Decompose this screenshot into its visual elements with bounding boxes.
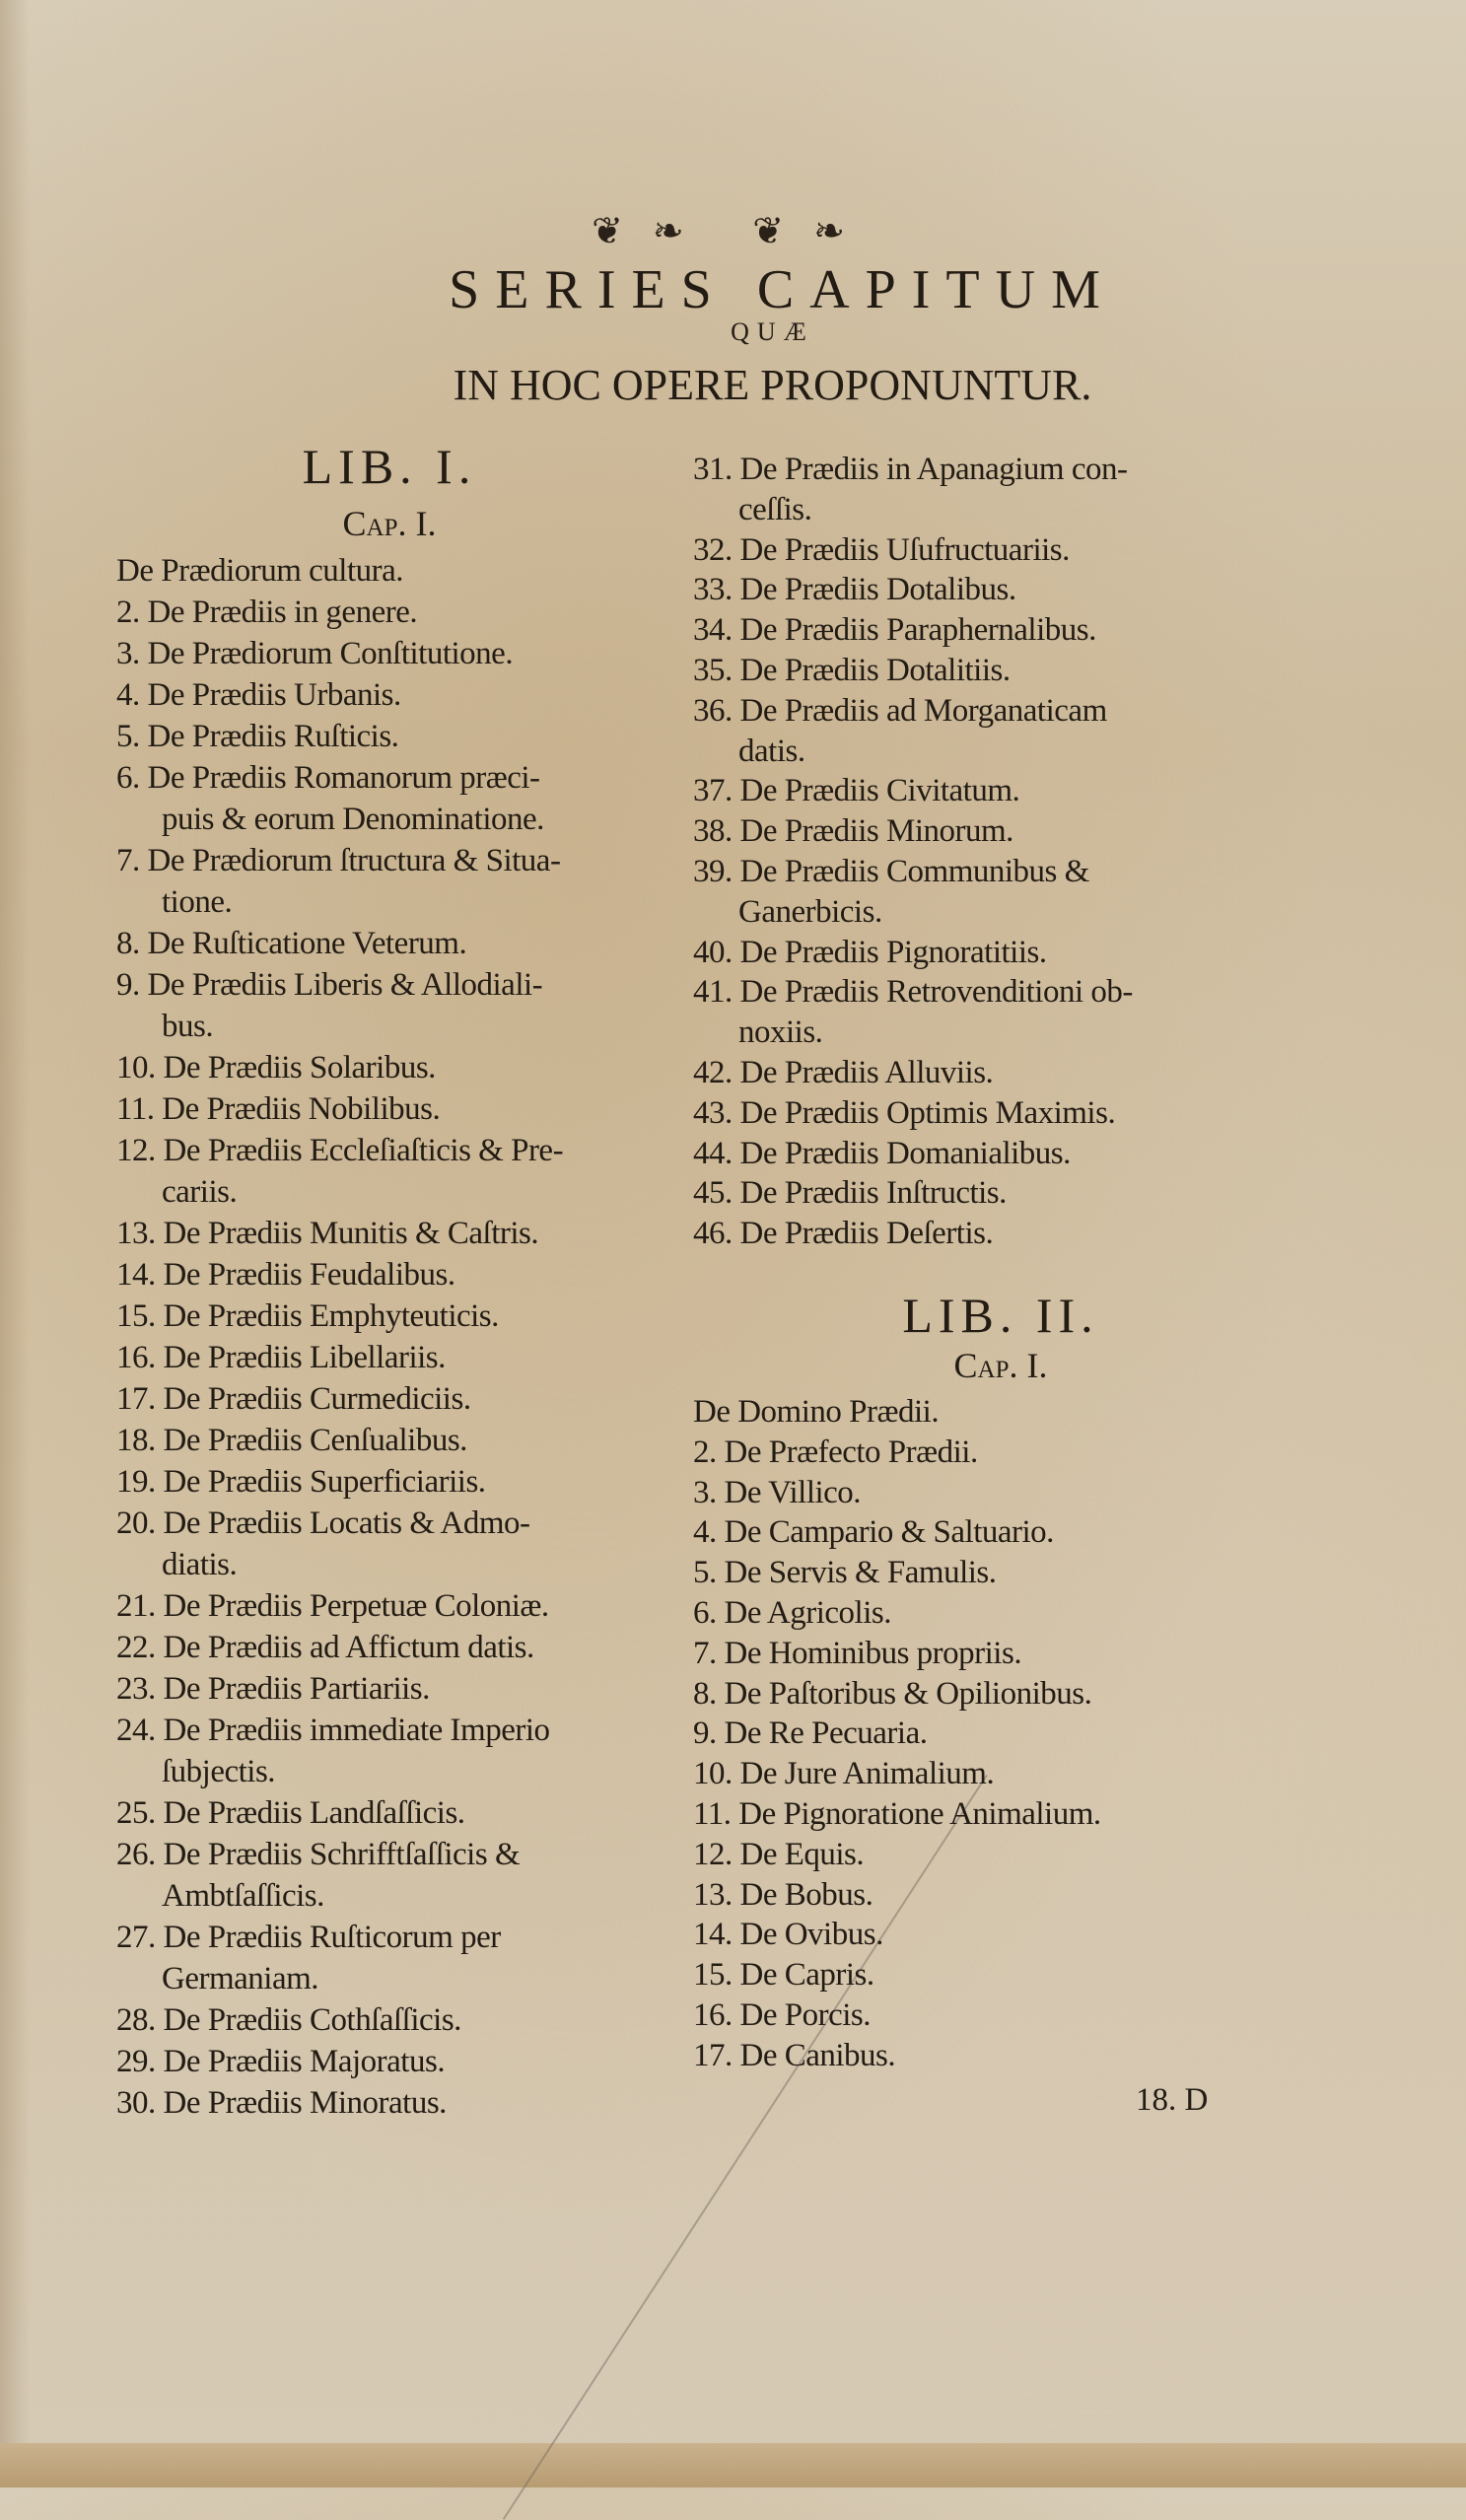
chapter-entry: 6. De Agricolis. <box>693 1594 891 1631</box>
chapter-entry: 12. De Prædiis Eccleſiaſticis & Pre- <box>116 1133 564 1168</box>
chapter-entry: 6. De Prædiis Romanorum præci- <box>116 760 540 796</box>
chapter-entry: 41. De Prædiis Retrovenditioni ob- <box>693 974 1133 1011</box>
chapter-entry: 12. De Equis. <box>693 1836 865 1872</box>
chapter-entry: 35. De Prædiis Dotalitiis. <box>693 652 1011 688</box>
chapter-entry-continuation: cariis. <box>162 1174 238 1210</box>
chapter-entry: 40. De Prædiis Pignoratitiis. <box>693 934 1047 970</box>
chapter-entry: De Prædiorum cultura. <box>116 553 404 589</box>
chapter-entry: 13. De Bobus. <box>693 1876 873 1913</box>
catchword: 18. D <box>1136 2082 1209 2118</box>
page-subtitle: IN HOC OPERE PROPONUNTUR. <box>453 361 1092 409</box>
chapter-entry: 21. De Prædiis Perpetuæ Coloniæ. <box>116 1588 549 1624</box>
chapter-entry: 10. De Prædiis Solaribus. <box>116 1050 436 1085</box>
chapter-entry: 25. De Prædiis Landſaſſicis. <box>116 1795 465 1831</box>
lib2-heading: LIB. II. <box>902 1288 1099 1343</box>
chapter-entry: 15. De Prædiis Emphyteuticis. <box>116 1298 499 1334</box>
chapter-entry: 15. De Capris. <box>693 1957 874 1994</box>
chapter-entry: 26. De Prædiis Schrifftſaſſicis & <box>116 1837 521 1872</box>
chapter-entry: 24. De Prædiis immediate Imperio <box>116 1713 550 1748</box>
chapter-entry: 8. De Paſtoribus & Opilionibus. <box>693 1675 1092 1712</box>
chapter-entry: 37. De Prædiis Civitatum. <box>693 773 1020 809</box>
chapter-entry: 4. De Prædiis Urbanis. <box>116 677 401 713</box>
chapter-entry: 28. De Prædiis Cothſaſſicis. <box>116 2002 461 2038</box>
chapter-entry: 44. De Prædiis Domanialibus. <box>693 1135 1071 1171</box>
chapter-entry: 14. De Prædiis Feudalibus. <box>116 1257 455 1293</box>
chapter-entry: 32. De Prædiis Uſufructuariis. <box>693 531 1070 568</box>
chapter-entry: 45. De Prædiis Inſtructis. <box>693 1175 1007 1212</box>
lib1-cap-heading: Cap. I. <box>342 504 437 543</box>
chapter-entry: 17. De Canibus. <box>693 2037 896 2073</box>
lib2-chapter-list <box>693 1392 1101 2076</box>
chapter-entry-continuation: tione. <box>162 884 233 920</box>
chapter-entry: 27. De Prædiis Ruſticorum per <box>116 1920 501 1955</box>
chapter-entry: 9. De Prædiis Liberis & Allodiali- <box>116 967 543 1003</box>
chapter-entry-continuation: Ambtſaſſicis. <box>162 1878 324 1914</box>
chapter-entry-continuation: Germaniam. <box>162 1961 319 1996</box>
chapter-entry: 38. De Prædiis Minorum. <box>693 813 1013 850</box>
chapter-entry: 17. De Prædiis Curmediciis. <box>116 1381 471 1417</box>
chapter-entry: 34. De Prædiis Paraphernalibus. <box>693 612 1096 649</box>
chapter-entry: 39. De Prædiis Communibus & <box>693 853 1089 889</box>
chapter-entry: 20. De Prædiis Locatis & Admo- <box>116 1505 530 1541</box>
chapter-entry: 5. De Prædiis Ruſticis. <box>116 719 399 754</box>
chapter-entry: 43. De Prædiis Optimis Maximis. <box>693 1094 1116 1131</box>
chapter-entry: 4. De Campario & Saltuario. <box>693 1514 1054 1551</box>
chapter-entry: 3. De Villico. <box>693 1474 862 1510</box>
chapter-entry-continuation: Ganerbicis. <box>738 893 882 930</box>
chapter-entry: 7. De Hominibus propriis. <box>693 1635 1022 1671</box>
ornament-icon: ❦❧ ❦❧ <box>592 211 874 252</box>
chapter-entry: 23. De Prædiis Partiariis. <box>116 1671 430 1707</box>
chapter-entry: 8. De Ruſticatione Veterum. <box>116 926 467 961</box>
chapter-entry-continuation: datis. <box>738 733 805 769</box>
chapter-entry: 2. De Præfecto Prædii. <box>693 1434 978 1470</box>
chapter-entry: 19. De Prædiis Superficiariis. <box>116 1464 486 1500</box>
chapter-entry: 42. De Prædiis Alluviis. <box>693 1054 994 1090</box>
chapter-entry: 46. De Prædiis Deſertis. <box>693 1216 994 1252</box>
page-bottom-edge <box>0 2443 1466 2487</box>
chapter-entry: 3. De Prædiorum Conſtitutione. <box>116 636 514 671</box>
chapter-entry: 13. De Prædiis Munitis & Caſtris. <box>116 1216 539 1251</box>
lib1-heading: LIB. I. <box>302 439 477 494</box>
page-edge-shadow <box>0 0 30 2487</box>
chapter-entry: 7. De Prædiorum ſtructura & Situa- <box>116 843 561 878</box>
chapter-entry-continuation: noxiis. <box>738 1015 823 1051</box>
chapter-entry: 36. De Prædiis ad Morganaticam <box>693 692 1107 729</box>
page-title: SERIES CAPITUM <box>449 259 1116 320</box>
chapter-entry-continuation: puis & eorum Denominatione. <box>162 802 544 837</box>
chapter-entry-continuation: ceſſis. <box>738 491 812 527</box>
chapter-entry: 29. De Prædiis Majoratus. <box>116 2044 446 2079</box>
chapter-entry: De Domino Prædii. <box>693 1394 940 1430</box>
chapter-entry-continuation: diatis. <box>162 1547 238 1582</box>
chapter-entry: 33. De Prædiis Dotalibus. <box>693 572 1016 608</box>
chapter-entry: 11. De Prædiis Nobilibus. <box>116 1091 441 1127</box>
chapter-entry: 18. De Prædiis Cenſualibus. <box>116 1423 467 1458</box>
chapter-entry: 11. De Pignoratione Animalium. <box>693 1795 1101 1832</box>
chapter-entry: 10. De Jure Animalium. <box>693 1756 995 1792</box>
lib1-chapter-list-continued <box>693 450 1133 1254</box>
chapter-entry: 9. De Re Pecuaria. <box>693 1715 928 1752</box>
chapter-entry-continuation: bus. <box>162 1009 214 1044</box>
chapter-entry: 16. De Prædiis Libellariis. <box>116 1340 446 1375</box>
lib1-chapter-list <box>116 550 563 2124</box>
chapter-entry: 5. De Servis & Famulis. <box>693 1555 997 1591</box>
title-connector: QUÆ <box>731 317 814 346</box>
chapter-entry: 2. De Prædiis in genere. <box>116 595 418 630</box>
chapter-entry: 14. De Ovibus. <box>693 1917 883 1953</box>
chapter-entry: 22. De Prædiis ad Affictum datis. <box>116 1630 534 1665</box>
chapter-entry: 16. De Porcis. <box>693 1996 871 2033</box>
chapter-entry-continuation: ſubjectis. <box>162 1754 276 1789</box>
chapter-entry: 30. De Prædiis Minoratus. <box>116 2085 447 2121</box>
lib2-cap-heading: Cap. I. <box>953 1346 1048 1385</box>
chapter-entry: 31. De Prædiis in Apanagium con- <box>693 452 1128 487</box>
